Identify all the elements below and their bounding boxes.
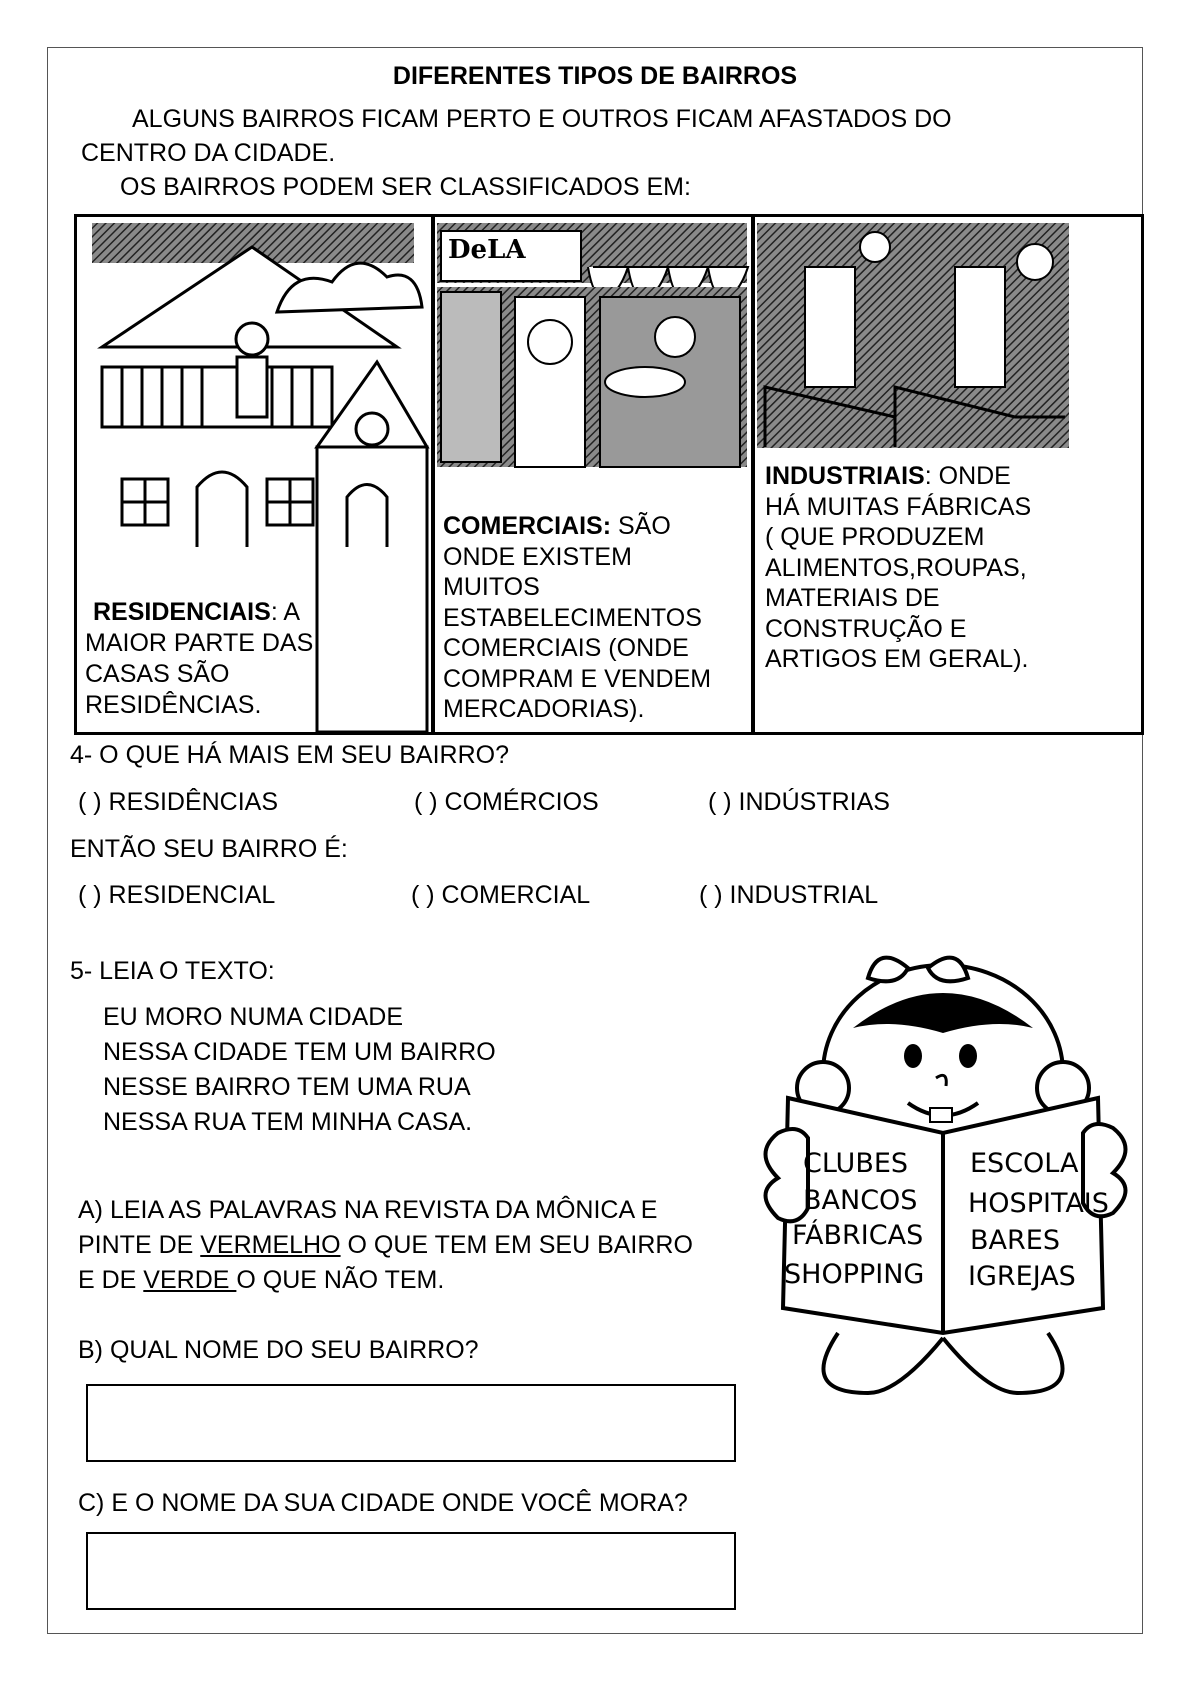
magazine-word: ESCOLA (970, 1148, 1079, 1179)
question-5a-line-3: E DE VERDE O QUE NÃO TEM. (78, 1266, 445, 1294)
vermelho-word: VERMELHO (200, 1231, 341, 1259)
verde-word: VERDE (143, 1266, 237, 1294)
worksheet-page (47, 47, 1143, 1634)
bairro-answer-box[interactable] (86, 1384, 736, 1462)
poem-line-3: NESSE BAIRRO TEM UMA RUA (103, 1073, 471, 1101)
q4-option-residencias[interactable]: ( ) RESIDÊNCIAS (78, 788, 279, 816)
question-5b: B) QUAL NOME DO SEU BAIRRO? (78, 1336, 479, 1364)
intro-line-2: CENTRO DA CIDADE. (81, 139, 336, 167)
commercial-label: COMERCIAIS: (443, 512, 612, 540)
q4-option-residencial[interactable]: ( ) RESIDENCIAL (78, 881, 276, 909)
residential-caption: RESIDENCIAIS: A MAIOR PARTE DAS CASAS SÃO RESIDÊNCIAS. (85, 598, 314, 719)
magazine-word: IGREJAS (968, 1261, 1076, 1292)
store-sign: DeLA (448, 235, 526, 265)
industrial-caption: INDUSTRIAIS: ONDE HÁ MUITAS FÁBRICAS ( QUE PRODUZEM ALIMENTOS,ROUPAS, MATERIAIS DE CONSTRUÇÃO E ARTIGOS EM GERAL). (761, 461, 1141, 675)
magazine-word: FÁBRICAS (792, 1220, 924, 1251)
neighborhood-types-panel (74, 214, 1144, 735)
magazine-word: HOSPITAIS (968, 1188, 1109, 1219)
magazine-word: CLUBES (803, 1148, 909, 1179)
question-5a-line-1: A) LEIA AS PALAVRAS NA REVISTA DA MÔNICA E (78, 1196, 658, 1224)
q4-then-label: ENTÃO SEU BAIRRO É: (70, 835, 348, 863)
q4-option-comercial[interactable]: ( ) COMERCIAL (411, 881, 591, 909)
residential-label: RESIDENCIAIS (93, 598, 271, 626)
question-4: 4- O QUE HÁ MAIS EM SEU BAIRRO? (70, 741, 509, 769)
question-5a-line-2: PINTE DE VERMELHO O QUE TEM EM SEU BAIRRO (78, 1231, 693, 1259)
magazine-word: SHOPPING (784, 1259, 925, 1290)
poem-line-1: EU MORO NUMA CIDADE (103, 1003, 404, 1031)
poem-line-4: NESSA RUA TEM MINHA CASA. (103, 1108, 473, 1136)
intro-line-1: ALGUNS BAIRROS FICAM PERTO E OUTROS FICAM AFASTADOS DO (132, 105, 952, 133)
intro-line-3: OS BAIRROS PODEM SER CLASSIFICADOS EM: (120, 173, 691, 201)
commercial-caption: COMERCIAIS: SÃO ONDE EXISTEM MUITOS ESTABELECIMENTOS COMERCIAIS (ONDE COMPRAM E VENDEM MERCADORIAS). (435, 511, 747, 725)
question-5c: C) E O NOME DA SUA CIDADE ONDE VOCÊ MORA? (78, 1489, 688, 1517)
magazine-word: BANCOS (803, 1185, 918, 1216)
cidade-answer-box[interactable] (86, 1532, 736, 1610)
page-title: DIFERENTES TIPOS DE BAIRROS (392, 62, 798, 90)
q4-option-comercios[interactable]: ( ) COMÉRCIOS (414, 788, 599, 816)
magazine-word: BARES (970, 1225, 1060, 1256)
poem-line-2: NESSA CIDADE TEM UM BAIRRO (103, 1038, 496, 1066)
industrial-label: INDUSTRIAIS (765, 462, 925, 490)
q4-option-industrial[interactable]: ( ) INDUSTRIAL (699, 881, 879, 909)
question-5: 5- LEIA O TEXTO: (70, 957, 275, 985)
q4-option-industrias[interactable]: ( ) INDÚSTRIAS (708, 788, 890, 816)
